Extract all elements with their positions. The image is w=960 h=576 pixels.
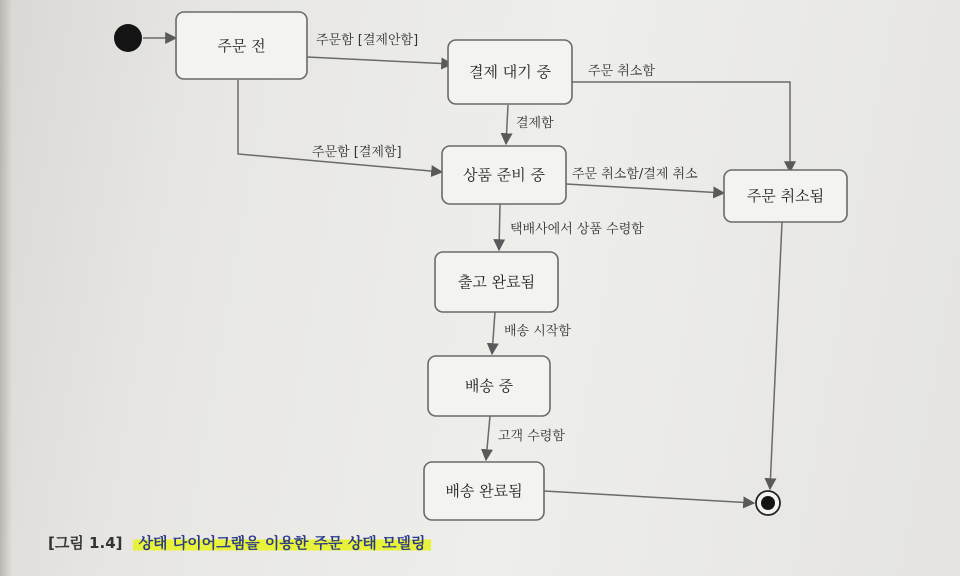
state-before-order-label: 주문 전	[217, 37, 266, 55]
state-delivered-label: 배송 완료됨	[445, 482, 523, 500]
figure-title: 상태 다이어그램을 이용한 주문 상태 모델링	[133, 534, 432, 552]
edge-courier-received	[499, 204, 500, 250]
state-preparing-label: 상품 준비 중	[463, 166, 545, 184]
edge-order-unpaid	[307, 57, 452, 64]
state-in-delivery	[428, 356, 550, 416]
state-cancelled-label: 주문 취소됨	[746, 187, 825, 205]
label-order-paid: 주문함 [결제함]	[312, 145, 402, 160]
label-order-unpaid: 주문함 [결제안함]	[316, 33, 419, 48]
edge-delivery-started	[492, 312, 495, 354]
edge-paid	[506, 105, 508, 144]
figure-number: [그림 1.4]	[48, 534, 123, 552]
state-delivered	[424, 462, 544, 520]
final-state-dot	[761, 496, 775, 510]
edge-cancelled-final	[770, 222, 782, 489]
state-before-order	[176, 12, 307, 79]
state-preparing	[442, 146, 566, 204]
edge-cancel-order	[572, 82, 790, 172]
edge-delivered-final	[544, 491, 754, 503]
label-paid: 결제함	[516, 116, 554, 131]
label-customer-received: 고객 수령함	[498, 429, 565, 444]
edge-customer-received	[486, 416, 490, 460]
edge-cancel-order-payment	[566, 184, 724, 193]
state-shipped-out-label: 출고 완료됨	[457, 273, 536, 291]
state-cancelled	[724, 170, 847, 222]
state-shipped-out	[435, 252, 558, 312]
state-awaiting-payment	[448, 40, 572, 104]
state-awaiting-payment-label: 결제 대기 중	[469, 63, 551, 81]
label-cancel-order-payment: 주문 취소함/결제 취소	[572, 167, 698, 182]
initial-state	[114, 24, 142, 52]
state-in-delivery-label: 배송 중	[464, 377, 514, 395]
label-cancel-order: 주문 취소함	[588, 64, 655, 79]
figure-caption	[48, 532, 431, 553]
label-delivery-started: 배송 시작함	[504, 324, 571, 339]
label-courier-received: 택배사에서 상품 수령함	[510, 222, 644, 237]
